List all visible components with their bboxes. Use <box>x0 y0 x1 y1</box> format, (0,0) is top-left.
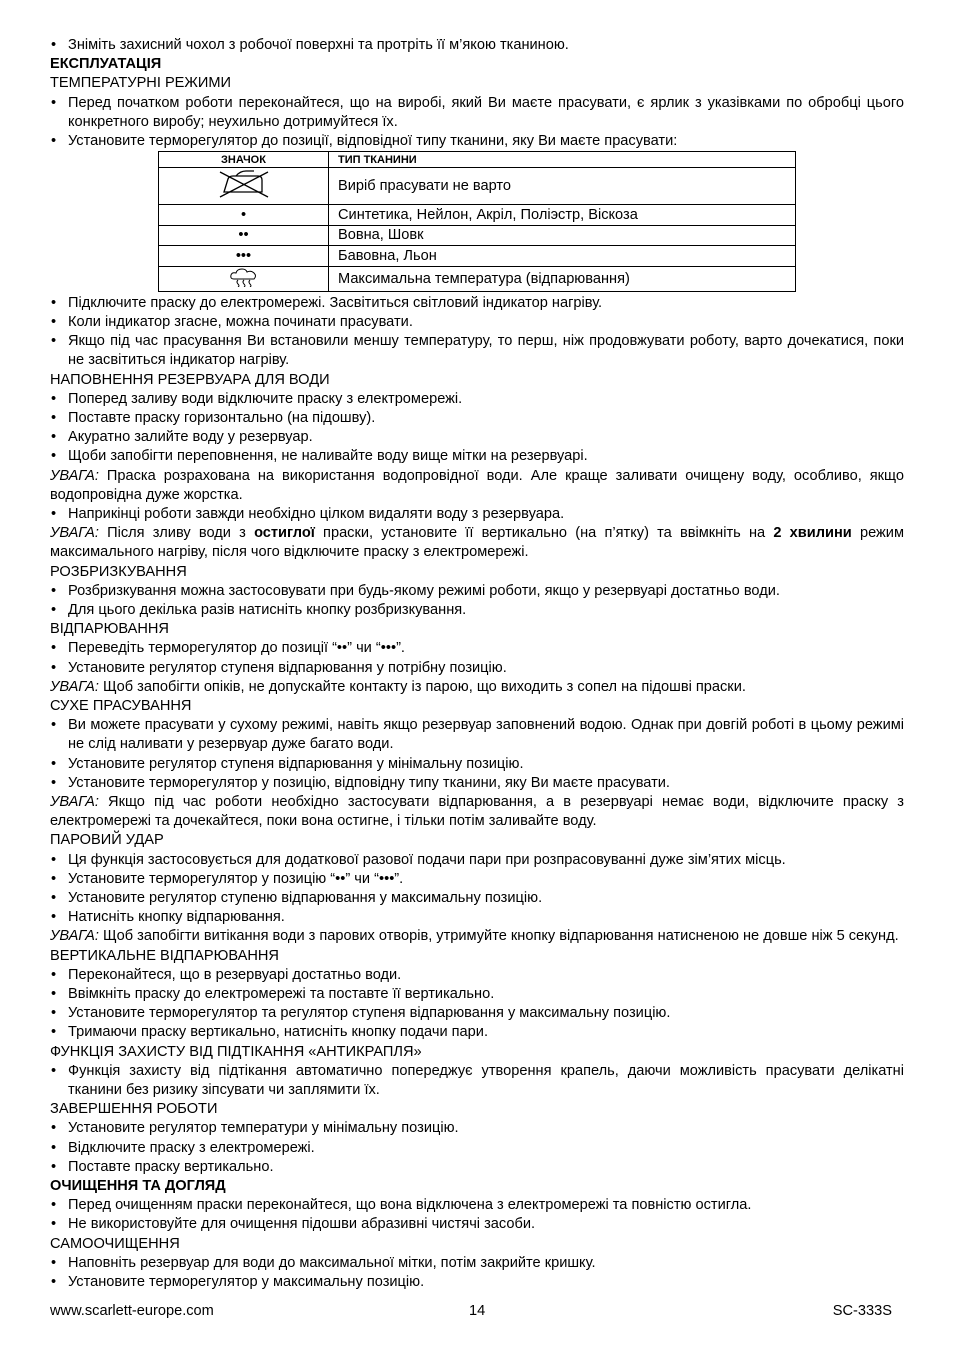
list-item: • Установите регулятор ступеню відпарювання у максимальну позицію. <box>50 889 904 908</box>
subsection-heading: ПАРОВИЙ УДАР <box>50 832 164 849</box>
list-item: • Ввімкніть праску до електромережі та поставте її вертикально. <box>50 985 904 1004</box>
list-item: • Установите терморегулятор та регулятор ступеня відпарювання у максимальну позицію. <box>50 1004 904 1023</box>
table-header-symbol: ЗНАЧОК <box>159 152 329 168</box>
note-paragraph <box>50 793 904 831</box>
table-row <box>159 266 796 291</box>
list-item: • Розбризкування можна застосовувати при будь-якому режимі роботи, якщо у резервуарі достатньо води. <box>50 582 904 601</box>
subsection-heading: ЗАВЕРШЕННЯ РОБОТИ <box>50 1101 218 1118</box>
steam-icon <box>229 267 259 287</box>
subsection-heading: ФУНКЦІЯ ЗАХИСТУ ВІД ПІДТІКАННЯ «АНТИКРАПЛЯ» <box>50 1043 422 1060</box>
subsection-heading: РОЗБРИЗКУВАННЯ <box>50 563 187 580</box>
list-item: • Установите терморегулятор до позиції, відповідної типу тканини, яку Ви маєте прасувати: <box>50 132 904 151</box>
section-heading: ЕКСПЛУАТАЦІЯ <box>50 56 162 73</box>
table-row <box>159 168 796 205</box>
table-cell: Синтетика, Нейлон, Акріл, Поліэстр, Віскоза <box>329 205 796 226</box>
list-item: • Ви можете прасувати у сухому режимі, навіть якщо резервуар заповнений водою. Однак при довгій роботі в цьому режимі не слід наливати у резервуар дуже багато води. <box>50 716 904 754</box>
table-header-type: ТИП ТКАНИНИ <box>329 152 796 168</box>
list-item: • Акуратно залийте воду у резервуар. <box>50 428 904 447</box>
list-item: • Відключите праску з електромережі. <box>50 1139 904 1158</box>
list-item: • Функція захисту від підтікання автоматично попереджує утворення крапель, даючи можливість прасувати делікатні тканини без ризику зіпсувати чи заплямити їх. <box>50 1062 904 1100</box>
list-item: • Переконайтеся, що в резервуарі достатньо води. <box>50 966 904 985</box>
list-item: • Перед початком роботи переконайтеся, що на виробі, який Ви маєте прасувати, є ярлик з указівками по обробці цього конкретного виробу; неухильно дотримуйтеся їх. <box>50 94 904 132</box>
document-page <box>50 36 904 1292</box>
list-item: • Ця функція застосовується для додаткової разової подачи пари при розпрасовуванні дуже зім’ятих місць. <box>50 851 904 870</box>
note-paragraph <box>50 467 904 505</box>
list-item: • Перед очищенням праски переконайтеся, що вона відключена з електромережі та повністю остигла. <box>50 1196 904 1215</box>
subsection-heading: ВЕРТИКАЛЬНЕ ВІДПАРЮВАННЯ <box>50 947 279 964</box>
note-label: УВАГА: <box>50 525 99 542</box>
list-item: • Установите регулятор ступеня відпарювання у мінімальну позицію. <box>50 755 904 774</box>
footer-model: SC-333S <box>832 1303 892 1319</box>
list-item: • Натисніть кнопку відпарювання. <box>50 908 904 927</box>
note-text: Якщо під час роботи необхідно застосувати відпарювання, а в резервуарі немає води, відключите праску з електромережі та дочекайтеся, поки вона остигне, і тільки потім заливайте воду. <box>50 794 904 830</box>
table-row <box>159 246 796 267</box>
fabric-temperature-table <box>158 151 796 292</box>
page-number: 14 <box>469 1303 486 1319</box>
list-item: • Підключите праску до електромережі. Засвітиться світловий індикатор нагріву. <box>50 294 904 313</box>
note-text: Праска розрахована на використання водопровідної води. Але краще заливати очищену воду, особливо, якщо водопровідна дуже жорстка. <box>50 467 904 503</box>
list-item: • Установите терморегулятор у максимальну позицію. <box>50 1273 904 1292</box>
subsection-heading: САМООЧИЩЕННЯ <box>50 1235 180 1252</box>
note-label: УВАГА: <box>50 678 99 695</box>
list-item: • Для цього декілька разів натисніть кнопку розбризкування. <box>50 601 904 620</box>
list-item: • Установите терморегулятор у позицію “••” чи “•••”. <box>50 870 904 889</box>
list-item: • Коли індикатор згасне, можна починати прасувати. <box>50 313 904 332</box>
dot-symbol: ••• <box>159 246 329 267</box>
note-text: Щоб запобігти витікання води з парових отворів, утримуйте кнопку відпарювання натисненою не довше ніж 5 секунд. <box>98 928 899 945</box>
list-item: • Наповніть резервуар для води до максимальної мітки, потім закрийте кришку. <box>50 1254 904 1273</box>
list-item: • Установите регулятор температури у мінімальну позицію. <box>50 1119 904 1138</box>
section-heading: ОЧИЩЕННЯ ТА ДОГЛЯД <box>50 1178 226 1195</box>
list-item: • Установите регулятор ступеня відпарювання у потрібну позицію. <box>50 659 904 678</box>
note-paragraph <box>50 927 904 946</box>
note-label: УВАГА: <box>50 467 99 484</box>
subsection-heading: ВІДПАРЮВАННЯ <box>50 621 169 638</box>
list-item: • Поставте праску горизонтально (на підошву). <box>50 409 904 428</box>
no-iron-icon <box>214 168 274 200</box>
subsection-heading: ТЕМПЕРАТУРНІ РЕЖИМИ <box>50 75 232 92</box>
list-item: • Наприкінці роботи завжди необхідно цілком видаляти воду з резервуара. <box>50 505 904 524</box>
list-item: • Переведіть терморегулятор до позиції “••” чи “•••”. <box>50 639 904 658</box>
note-paragraph: УВАГА: Після зливу води з остиглої праски, установите її вертикально (на п’ятку) та ввімкніть на 2 хвилини режим максимального нагріву, після чого відключите праску з електромережі. <box>50 525 904 561</box>
list-item: • Щоби запобігти переповнення, не наливайте воду вище мітки на резервуарі. <box>50 447 904 466</box>
dot-symbol: • <box>159 205 329 226</box>
table-cell: Вовна, Шовк <box>329 225 796 246</box>
list-item: • Установите терморегулятор у позицію, відповідну типу тканини, яку Ви маєте прасувати. <box>50 774 904 793</box>
list-item: • Поставте праску вертикально. <box>50 1158 904 1177</box>
note-text: Щоб запобігти опіків, не допускайте контакту із парою, що виходить з сопел на підошві праски. <box>98 678 746 695</box>
footer-website: www.scarlett-europe.com <box>50 1303 214 1319</box>
list-item: • Тримаючи праску вертикально, натисніть кнопку подачи пари. <box>50 1023 904 1042</box>
list-item: • Якщо під час прасування Ви встановили меншу температуру, то перш, ніж продовжувати роботу, варто дочекатися, поки не засвітиться індикатор нагріву. <box>50 332 904 370</box>
table-cell: Максимальна температура (відпарювання) <box>329 266 796 291</box>
dot-symbol: •• <box>159 225 329 246</box>
list-item: • Зніміть захисний чохол з робочої поверхні та протріть її м’якою тканиною. <box>50 36 904 55</box>
list-item: • Поперед заливу води відключите праску з електромережі. <box>50 390 904 409</box>
table-cell: Виріб прасувати не варто <box>329 168 796 205</box>
note-paragraph <box>50 678 904 697</box>
subsection-heading: НАПОВНЕННЯ РЕЗЕРВУАРА ДЛЯ ВОДИ <box>50 371 330 388</box>
note-label: УВАГА: <box>50 794 99 810</box>
table-cell: Бавовна, Льон <box>329 246 796 267</box>
table-row <box>159 225 796 246</box>
table-row <box>159 205 796 226</box>
note-label: УВАГА: <box>50 928 99 945</box>
list-item: • Не використовуйте для очищення підошви абразивні чистячі засоби. <box>50 1215 904 1234</box>
subsection-heading: СУХЕ ПРАСУВАННЯ <box>50 697 192 714</box>
